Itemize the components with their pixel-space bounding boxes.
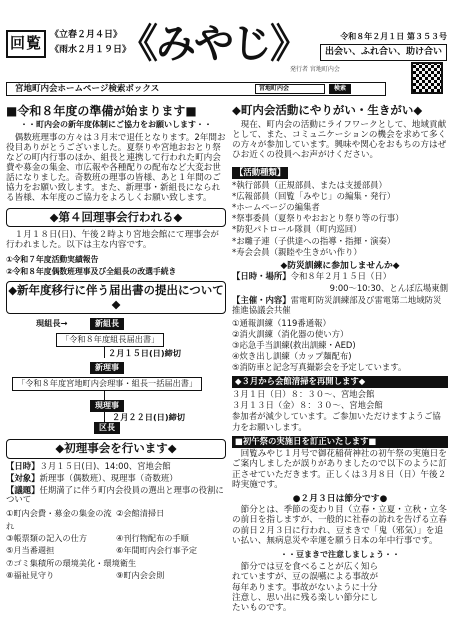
- cleaning-heading: ◆３月から会館清掃を再開します◆: [232, 376, 448, 388]
- list-item: ⑨町内会会則: [116, 569, 165, 580]
- slogan-box: 出会い、ふれ合い、助け合い: [320, 44, 447, 61]
- list-item: ②消火訓練（消化器の使い方）: [232, 328, 349, 339]
- list-item: *お囃子連（子供達への指導・指揮・演奏）: [232, 235, 396, 246]
- right-column: [232, 104, 448, 617]
- search-button[interactable]: 検索: [329, 84, 351, 94]
- drill-date: 【日時・場所】令和８年２月１５日（日）: [232, 271, 392, 282]
- new-year-prep-subheading: ・・町内会の新年度体制にご協力をお願いします・・: [20, 120, 212, 130]
- first-board-meeting-heading: ◆初理事会を行います◆: [6, 439, 226, 459]
- list-item: *寿会会員（親睦や生きがい作り）: [232, 246, 362, 257]
- setsubun-tip-heading: ・・豆まきで注意しましょう・・: [280, 549, 400, 559]
- activity-list: [232, 180, 448, 258]
- flow-deadline-2: ２月２２日(日)締切: [112, 412, 185, 423]
- flow-doc-director: 「令和８年度宮地町内会理事・組長一括届出書」: [12, 377, 202, 391]
- list-item: ⑥年間町内会行事予定: [116, 545, 198, 556]
- board-meeting-body: １月１８日(日)、午後２時より宮地会館にて理事会が行われました。以下は主な内容です。: [6, 230, 219, 251]
- board-meeting-heading: ◆第４回理事会行われる◆: [6, 208, 226, 228]
- setsubun-heading: ●２月３日は節分です●: [292, 493, 388, 504]
- flow-line: [104, 412, 105, 422]
- flow-line: [104, 390, 105, 400]
- submission-flow: [6, 317, 226, 435]
- list-item: ②令和８年度偶数班理事及び全組長の改選手続き: [6, 266, 177, 276]
- flow-deadline-1: ２月１５日(日)締切: [108, 348, 181, 359]
- list-item: ３月１３日（金）８：３０～、宮地会館: [232, 400, 383, 411]
- list-item: *広報部員（回覧「みやじ」の編集・発行）: [232, 191, 396, 202]
- list-item: ⑤月当番週担: [6, 545, 55, 556]
- list-item: ⑤消防車と記念写真撮影会を予定しています。: [232, 362, 407, 373]
- list-item: ⑦ゴミ集積所の環境美化・環境衛生: [6, 557, 137, 568]
- flow-tag-current-director: 現理事: [90, 400, 124, 411]
- submission-heading: ◆新年度移行に伴う届出書の提出について◆: [6, 281, 226, 314]
- disaster-drill-heading: ◆防災訓練に参加しませんか◆: [280, 260, 400, 271]
- meeting-target: 【対象】新理事（偶数班）、現理事（奇数班）: [6, 472, 178, 483]
- flow-tag-new-leader: 新組長: [90, 318, 124, 329]
- list-item: *防犯パトロール隊員（町内巡回）: [232, 224, 362, 235]
- flow-tag-ward-chief: 区長: [94, 422, 120, 433]
- list-item: ①令和７年度活動実績報告: [6, 255, 99, 265]
- list-item: ①町内会費・募金の集金の流れ: [6, 508, 112, 531]
- list-item: ①通報訓練（119番通報）: [232, 317, 331, 328]
- usui-date: 《雨水２月１９日》: [50, 45, 132, 55]
- flow-start: 現組長→: [36, 318, 68, 329]
- board-meeting-items: [6, 254, 226, 277]
- list-item: ④炊き出し訓練（カップ麺配布): [232, 350, 352, 361]
- activity-body: 現在、町内会の活動にライフワークとして、地域貢献として、また、コミュニケーションの機会を求めて多くの方々が参加しています。興味や関心をおもちの方はぜひお近くの役員へお声がけください。: [232, 119, 447, 160]
- drill-time: 9:00～10:30、とんぼ広場東側: [329, 282, 448, 293]
- agenda-list: [6, 507, 226, 581]
- issue-number: 令和８年２月１日 第３５３号: [340, 32, 447, 41]
- list-item: ③応急手当訓練(救出訓練・AED): [232, 339, 356, 350]
- search-input[interactable]: 宮地町内会: [255, 84, 325, 94]
- list-item: ３月１日（日）８：３０～、宮地会館: [232, 389, 375, 400]
- meeting-topic: 【議題】任期満了に伴う町内会役員の選出と理事の役割について: [6, 484, 224, 505]
- meeting-date: 【日時】３月１５日(日)、14:00、宮地会館: [6, 460, 171, 471]
- list-item: *祭事委員（夏祭りやおおとり祭り等の行事）: [232, 213, 404, 224]
- setsubun-tip-body: 節分では豆を食べることが広く知られていますが、豆の誤嚥による事故が毎年あります。事故がないように十分注意し、思い出に残る楽しい節分にしたいものです。: [232, 562, 379, 613]
- flow-doc-leader: 「令和８年度組長届出書」: [56, 333, 164, 347]
- flow-tag-new-director: 新理事: [90, 362, 124, 373]
- new-year-prep-body: 偶数班理事の方々は３月末で退任となります。2年間お役目ありがとうございました。夏祭りや宮地おおとり祭などの町内行事のほか、組長と連携して行われた町内会費や募金の集金、市広報や各種配りの配布など大変お世話になりました。奇数班の理事の皆様、あと１年間のご協力をお願い致します。また、新理事・新組長になられる皆様、本年度のご協力をよろしくお願い致します。: [6, 132, 226, 204]
- left-column: [6, 104, 226, 581]
- list-item: *執行部員（正規部員、または支援部員）: [232, 180, 387, 191]
- list-item: ③帳票類の記入の仕方: [6, 532, 88, 543]
- homepage-search-label: 宮地町内会ホームページ検索ボックス: [15, 83, 160, 94]
- activity-types-label: 【活動種類】: [232, 167, 288, 179]
- list-item: ②会館清掃日: [116, 508, 165, 519]
- drill-list: [232, 318, 448, 373]
- list-item: ④刊行物配布の手順: [116, 532, 189, 543]
- newsletter-title: 《みやじ》: [118, 20, 308, 67]
- qr-code-icon[interactable]: [411, 62, 443, 94]
- homepage-search-bar: [6, 82, 386, 96]
- kairan-stamp: 回覧: [6, 30, 46, 58]
- cleaning-note: 参加者が減少しています。ご参加いただけますようご協力をお願いします。: [232, 411, 441, 433]
- hatsuuma-heading: ■初午祭の実施日を訂正いたします■: [232, 436, 448, 448]
- masthead: [0, 0, 453, 100]
- risshun-date: 《立春２月４日》: [50, 30, 123, 40]
- drill-host: 【主催・内容】雷電町防災訓練部及び雷電第二地域防災推進協議会共催: [232, 294, 442, 315]
- publisher: 発行者 宮地町内会: [290, 66, 340, 73]
- flow-line: [104, 346, 105, 358]
- list-item: *ホームページの編集者: [232, 202, 320, 213]
- hatsuuma-body: 回覧みやじ１月号で御花稲荷神社の初午祭の実施日をご案内しましたが誤りがありましたので以下のように訂正させていただきます。正しくは３月８日（日）午後２時実施です。: [232, 449, 447, 490]
- setsubun-body: 節分とは、季節の変わり目（立春・立夏・立秋・立冬の前日を指しますが、一般的に社春の訪れを告げる立春の前日２月３日に行われ、豆まきで「鬼（邪気）」を追い払い、無病息災や幸運を願う日本の年中行事です。: [232, 505, 447, 546]
- new-year-prep-heading: ■令和８年度の準備が始まります■: [6, 104, 197, 118]
- activity-heading: ◆町内会活動にやりがい・生きがい◆: [232, 103, 423, 117]
- list-item: ⑧福祉見守り: [6, 569, 55, 580]
